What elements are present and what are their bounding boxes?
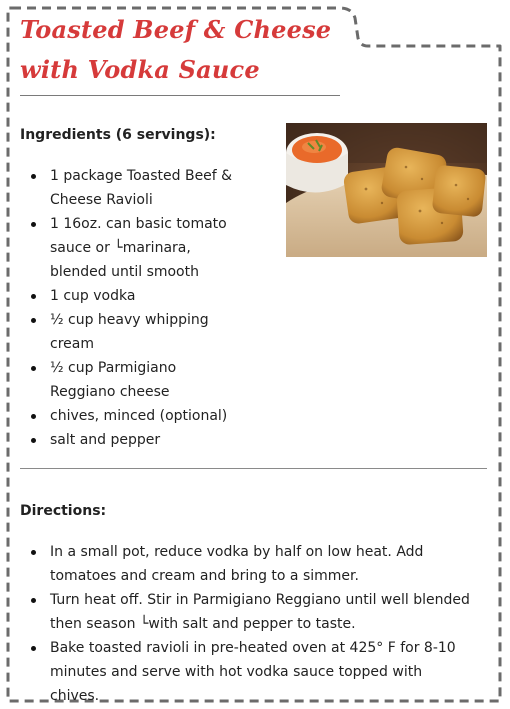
- direction-step: Bake toasted ravioli in pre-heated oven at 425° F for 8-10 minutes and serve with hot vodka sauce topped with chives.: [20, 636, 475, 708]
- direction-step: Turn heat off. Stir in Parmigiano Reggiano until well blended then season └with salt and pepper to taste.: [20, 588, 475, 636]
- bullet-icon: [31, 294, 36, 299]
- ingredients-heading: Ingredients (6 servings):: [20, 127, 216, 143]
- ingredient-item: chives, minced (optional): [20, 404, 235, 428]
- ingredient-item: ½ cup heavy whipping cream: [20, 308, 235, 356]
- ingredient-item: 1 16oz. can basic tomato sauce or └marinara, blended until smooth: [20, 212, 235, 284]
- ingredient-item: salt and pepper: [20, 428, 235, 452]
- ingredient-item: 1 cup vodka: [20, 284, 235, 308]
- ingredient-item: 1 package Toasted Beef & Cheese Ravioli: [20, 164, 235, 212]
- bullet-icon: [31, 550, 36, 555]
- bullet-icon: [31, 318, 36, 323]
- bullet-icon: [31, 174, 36, 179]
- directions-list: [20, 540, 475, 708]
- bullet-icon: [31, 438, 36, 443]
- directions-heading: Directions:: [20, 503, 107, 519]
- section-divider: [20, 468, 487, 469]
- bullet-icon: [31, 222, 36, 227]
- bullet-icon: [31, 414, 36, 419]
- bullet-icon: [31, 598, 36, 603]
- ingredients-list: [20, 164, 235, 452]
- recipe-title: Toasted Beef & Cheese with Vodka Sauce: [20, 15, 332, 84]
- title-divider: [20, 95, 340, 96]
- bullet-icon: [31, 366, 36, 371]
- bullet-icon: [31, 646, 36, 651]
- toasted-ravioli-with-sauce-image: [286, 123, 487, 257]
- ingredient-item: ½ cup Parmigiano Reggiano cheese: [20, 356, 235, 404]
- direction-step: In a small pot, reduce vodka by half on low heat. Add tomatoes and cream and bring to a simmer.: [20, 540, 475, 588]
